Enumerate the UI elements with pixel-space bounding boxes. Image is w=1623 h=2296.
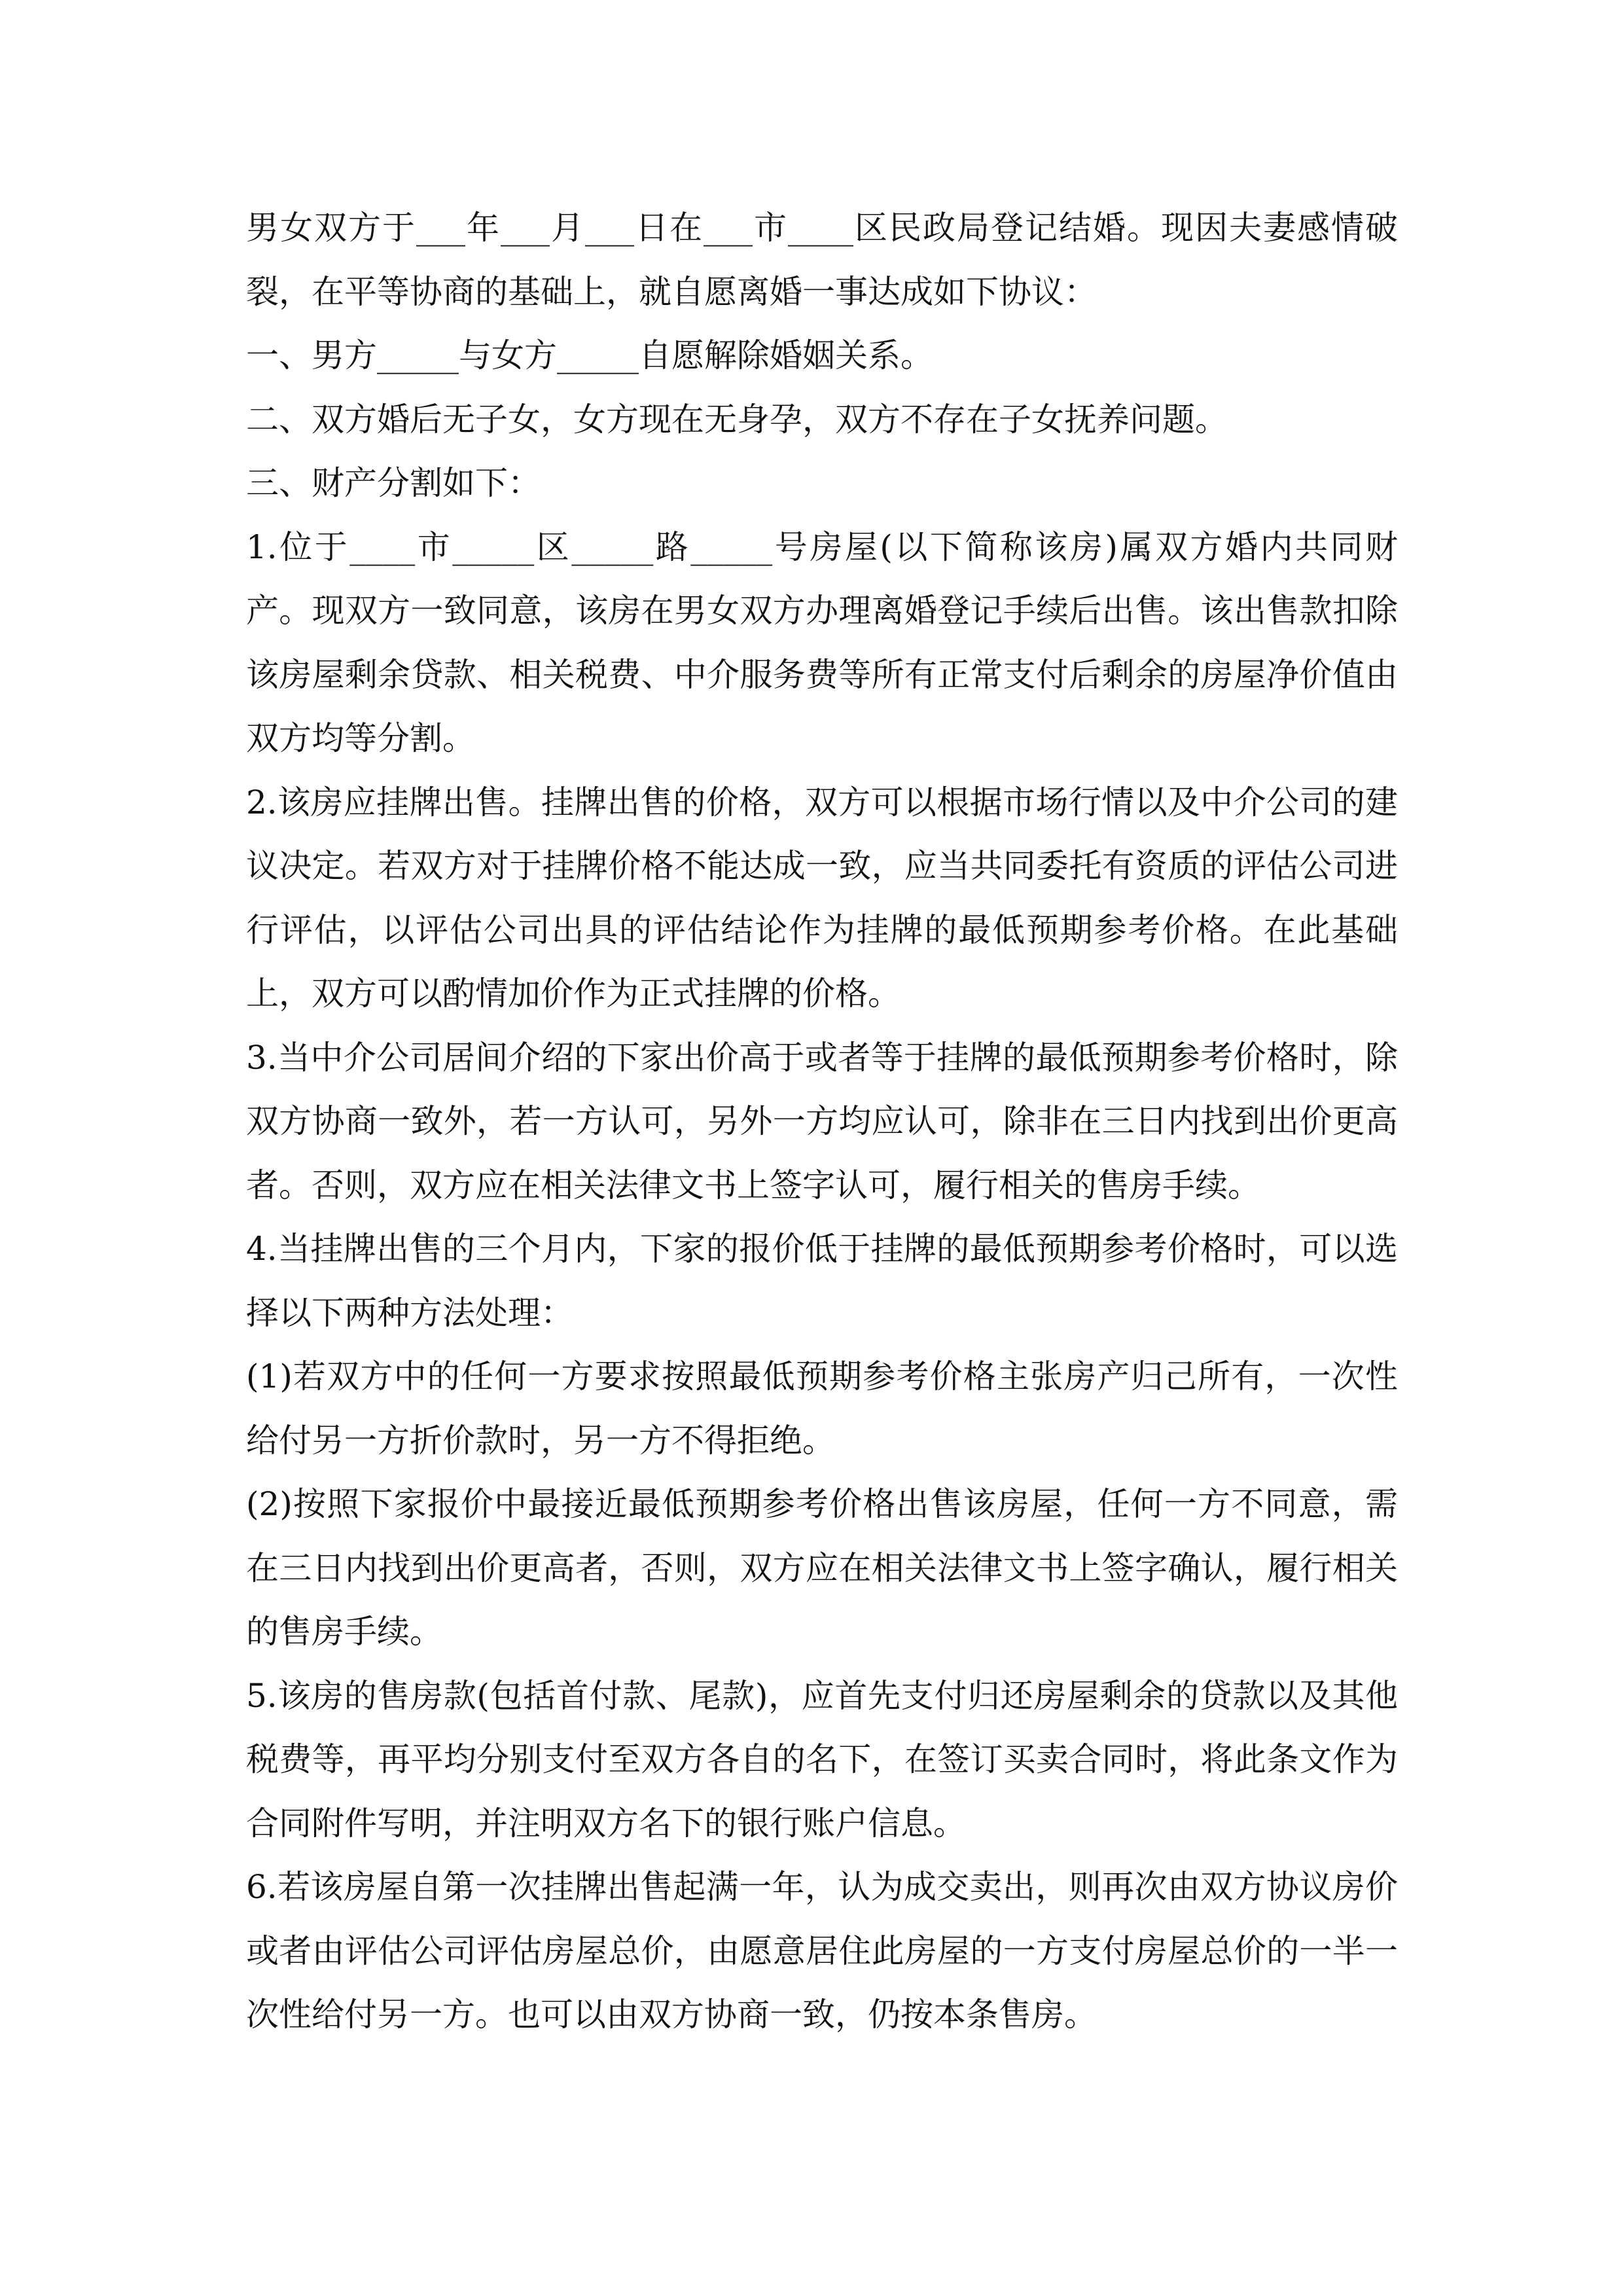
intro-paragraph: 男女双方于___年___月___日在___市____区民政局登记结婚。现因夫妻感情破裂，在平等协商的基础上，就自愿离婚一事达成如下协议：: [246, 209, 1398, 311]
clause-1-paragraph: 一、男方_____与女方_____自愿解除婚姻关系。: [246, 336, 933, 374]
property-item-4-option-1: (1)若双方中的任何一方要求按照最低预期参考价格主张房产归己所有，一次性给付另一方折价款时，另一方不得拒绝。: [246, 1357, 1398, 1460]
property-item-3: 3.当中介公司居间介绍的下家出价高于或者等于挂牌的最低预期参考价格时，除双方协商一致外，若一方认可，另外一方均应认可，除非在三日内找到出价更高者。否则，双方应在相关法律文书上签字认可，履行相关的售房手续。: [246, 1038, 1398, 1204]
property-item-6: 6.若该房屋自第一次挂牌出售起满一年，认为成交卖出，则再次由双方协议房价或者由评估公司评估房屋总价，由愿意居住此房屋的一方支付房屋总价的一半一次性给付另一方。也可以由双方协商一致，仍按本条售房。: [246, 1868, 1398, 2034]
clause-2-paragraph: 二、双方婚后无子女，女方现在无身孕，双方不存在子女抚养问题。: [246, 400, 1228, 439]
agreement-body: [246, 196, 1398, 2047]
clause-3-heading: 三、财产分割如下：: [246, 464, 541, 502]
property-item-2: 2.该房应挂牌出售。挂牌出售的价格，双方可以根据市场行情以及中介公司的建议决定。若双方对于挂牌价格不能达成一致，应当共同委托有资质的评估公司进行评估，以评估公司出具的评估结论作为挂牌的最低预期参考价格。在此基础上，双方可以酌情加价作为正式挂牌的价格。: [246, 783, 1398, 1013]
property-item-4: 4.当挂牌出售的三个月内，下家的报价低于挂牌的最低预期参考价格时，可以选择以下两种方法处理：: [246, 1230, 1398, 1332]
property-item-5: 5.该房的售房款(包括首付款、尾款)，应首先支付归还房屋剩余的贷款以及其他税费等，再平均分别支付至双方各自的名下，在签订买卖合同时，将此条文作为合同附件写明，并注明双方名下的银行账户信息。: [246, 1676, 1398, 1842]
property-item-4-option-2: (2)按照下家报价中最接近最低预期参考价格出售该房屋，任何一方不同意，需在三日内找到出价更高者，否则，双方应在相关法律文书上签字确认，履行相关的售房手续。: [246, 1485, 1398, 1651]
property-item-1: 1.位于____市_____区_____路_____号房屋(以下简称该房)属双方婚内共同财产。现双方一致同意，该房在男女双方办理离婚登记手续后出售。该出售款扣除该房屋剩余贷款、相关税费、中介服务费等所有正常支付后剩余的房屋净价值由双方均等分割。: [246, 528, 1398, 757]
